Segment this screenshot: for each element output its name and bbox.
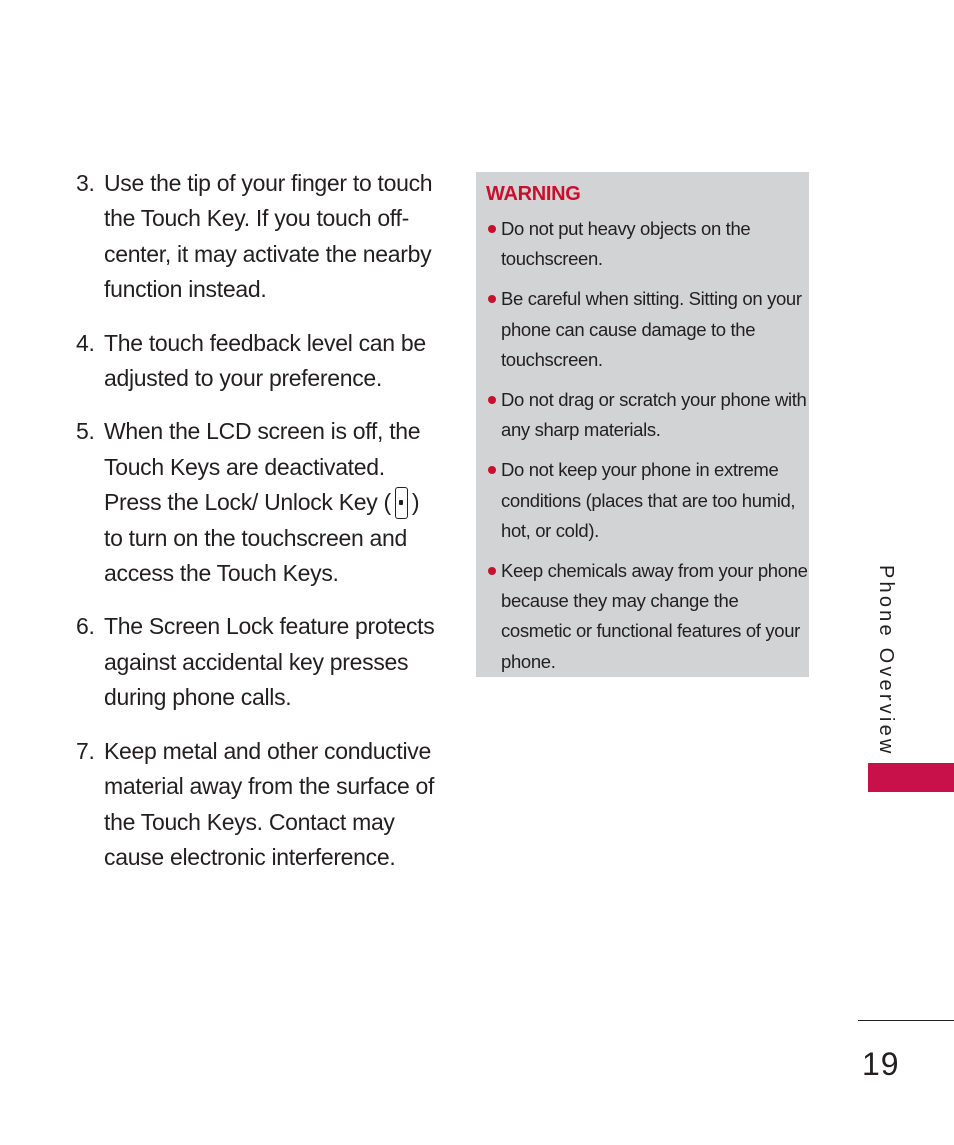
warning-list bbox=[486, 214, 809, 677]
footer-divider bbox=[858, 1020, 954, 1021]
warning-title: WARNING bbox=[486, 183, 581, 205]
warning-item-text: Be careful when sitting. Sitting on your phone can cause damage to the touchscreen. bbox=[501, 288, 802, 370]
warning-item bbox=[486, 556, 809, 677]
warning-item-text: Do not keep your phone in extreme conditions (places that are too humid, hot, or cold). bbox=[501, 459, 796, 541]
step-number: 3. bbox=[76, 170, 95, 196]
step-number: 5. bbox=[76, 418, 95, 445]
bullet-icon bbox=[488, 295, 496, 303]
page-number: 19 bbox=[862, 1046, 900, 1082]
step-text: Use the tip of your finger to touch the Touch Key. If you touch off-center, it may activate the nearby function instead. bbox=[104, 170, 433, 303]
step-4 bbox=[76, 326, 440, 397]
warning-item bbox=[486, 385, 809, 445]
lock-unlock-key-icon bbox=[395, 487, 408, 519]
step-3 bbox=[76, 166, 440, 308]
step-number: 6. bbox=[76, 613, 95, 640]
section-tab-label: Phone Overview bbox=[875, 565, 897, 757]
bullet-icon bbox=[488, 466, 496, 474]
bullet-icon bbox=[488, 225, 496, 233]
step-6 bbox=[76, 609, 440, 715]
step-text: The touch feedback level can be adjusted to your preference. bbox=[104, 329, 426, 392]
step-text-after-icon: ) to turn on the touchscreen and access the Touch Keys. bbox=[104, 489, 420, 587]
step-text-before-icon: When the LCD screen is off, the Touch Keys are deactivated. Press the Lock/ Unlock Key ( bbox=[104, 418, 421, 516]
step-number: 7. bbox=[76, 737, 95, 764]
step-number: 4. bbox=[76, 329, 95, 356]
step-text: Keep metal and other conductive material away from the surface of the Touch Keys. Contact may cause electronic interference. bbox=[104, 737, 435, 870]
warning-item bbox=[486, 214, 809, 274]
warning-item bbox=[486, 284, 809, 375]
warning-item-text: Keep chemicals away from your phone because they may change the cosmetic or functional features of your phone. bbox=[501, 560, 808, 672]
warning-item bbox=[486, 455, 809, 546]
step-5 bbox=[76, 414, 440, 591]
bullet-icon bbox=[488, 396, 496, 404]
section-tab-marker bbox=[868, 763, 954, 792]
step-text: The Screen Lock feature protects against accidental key presses during phone calls. bbox=[104, 613, 435, 711]
instruction-list bbox=[76, 166, 440, 893]
step-7 bbox=[76, 734, 440, 876]
warning-item-text: Do not put heavy objects on the touchscreen. bbox=[501, 218, 751, 270]
warning-item-text: Do not drag or scratch your phone with any sharp materials. bbox=[501, 389, 807, 441]
warning-box bbox=[476, 172, 809, 677]
bullet-icon bbox=[488, 567, 496, 575]
